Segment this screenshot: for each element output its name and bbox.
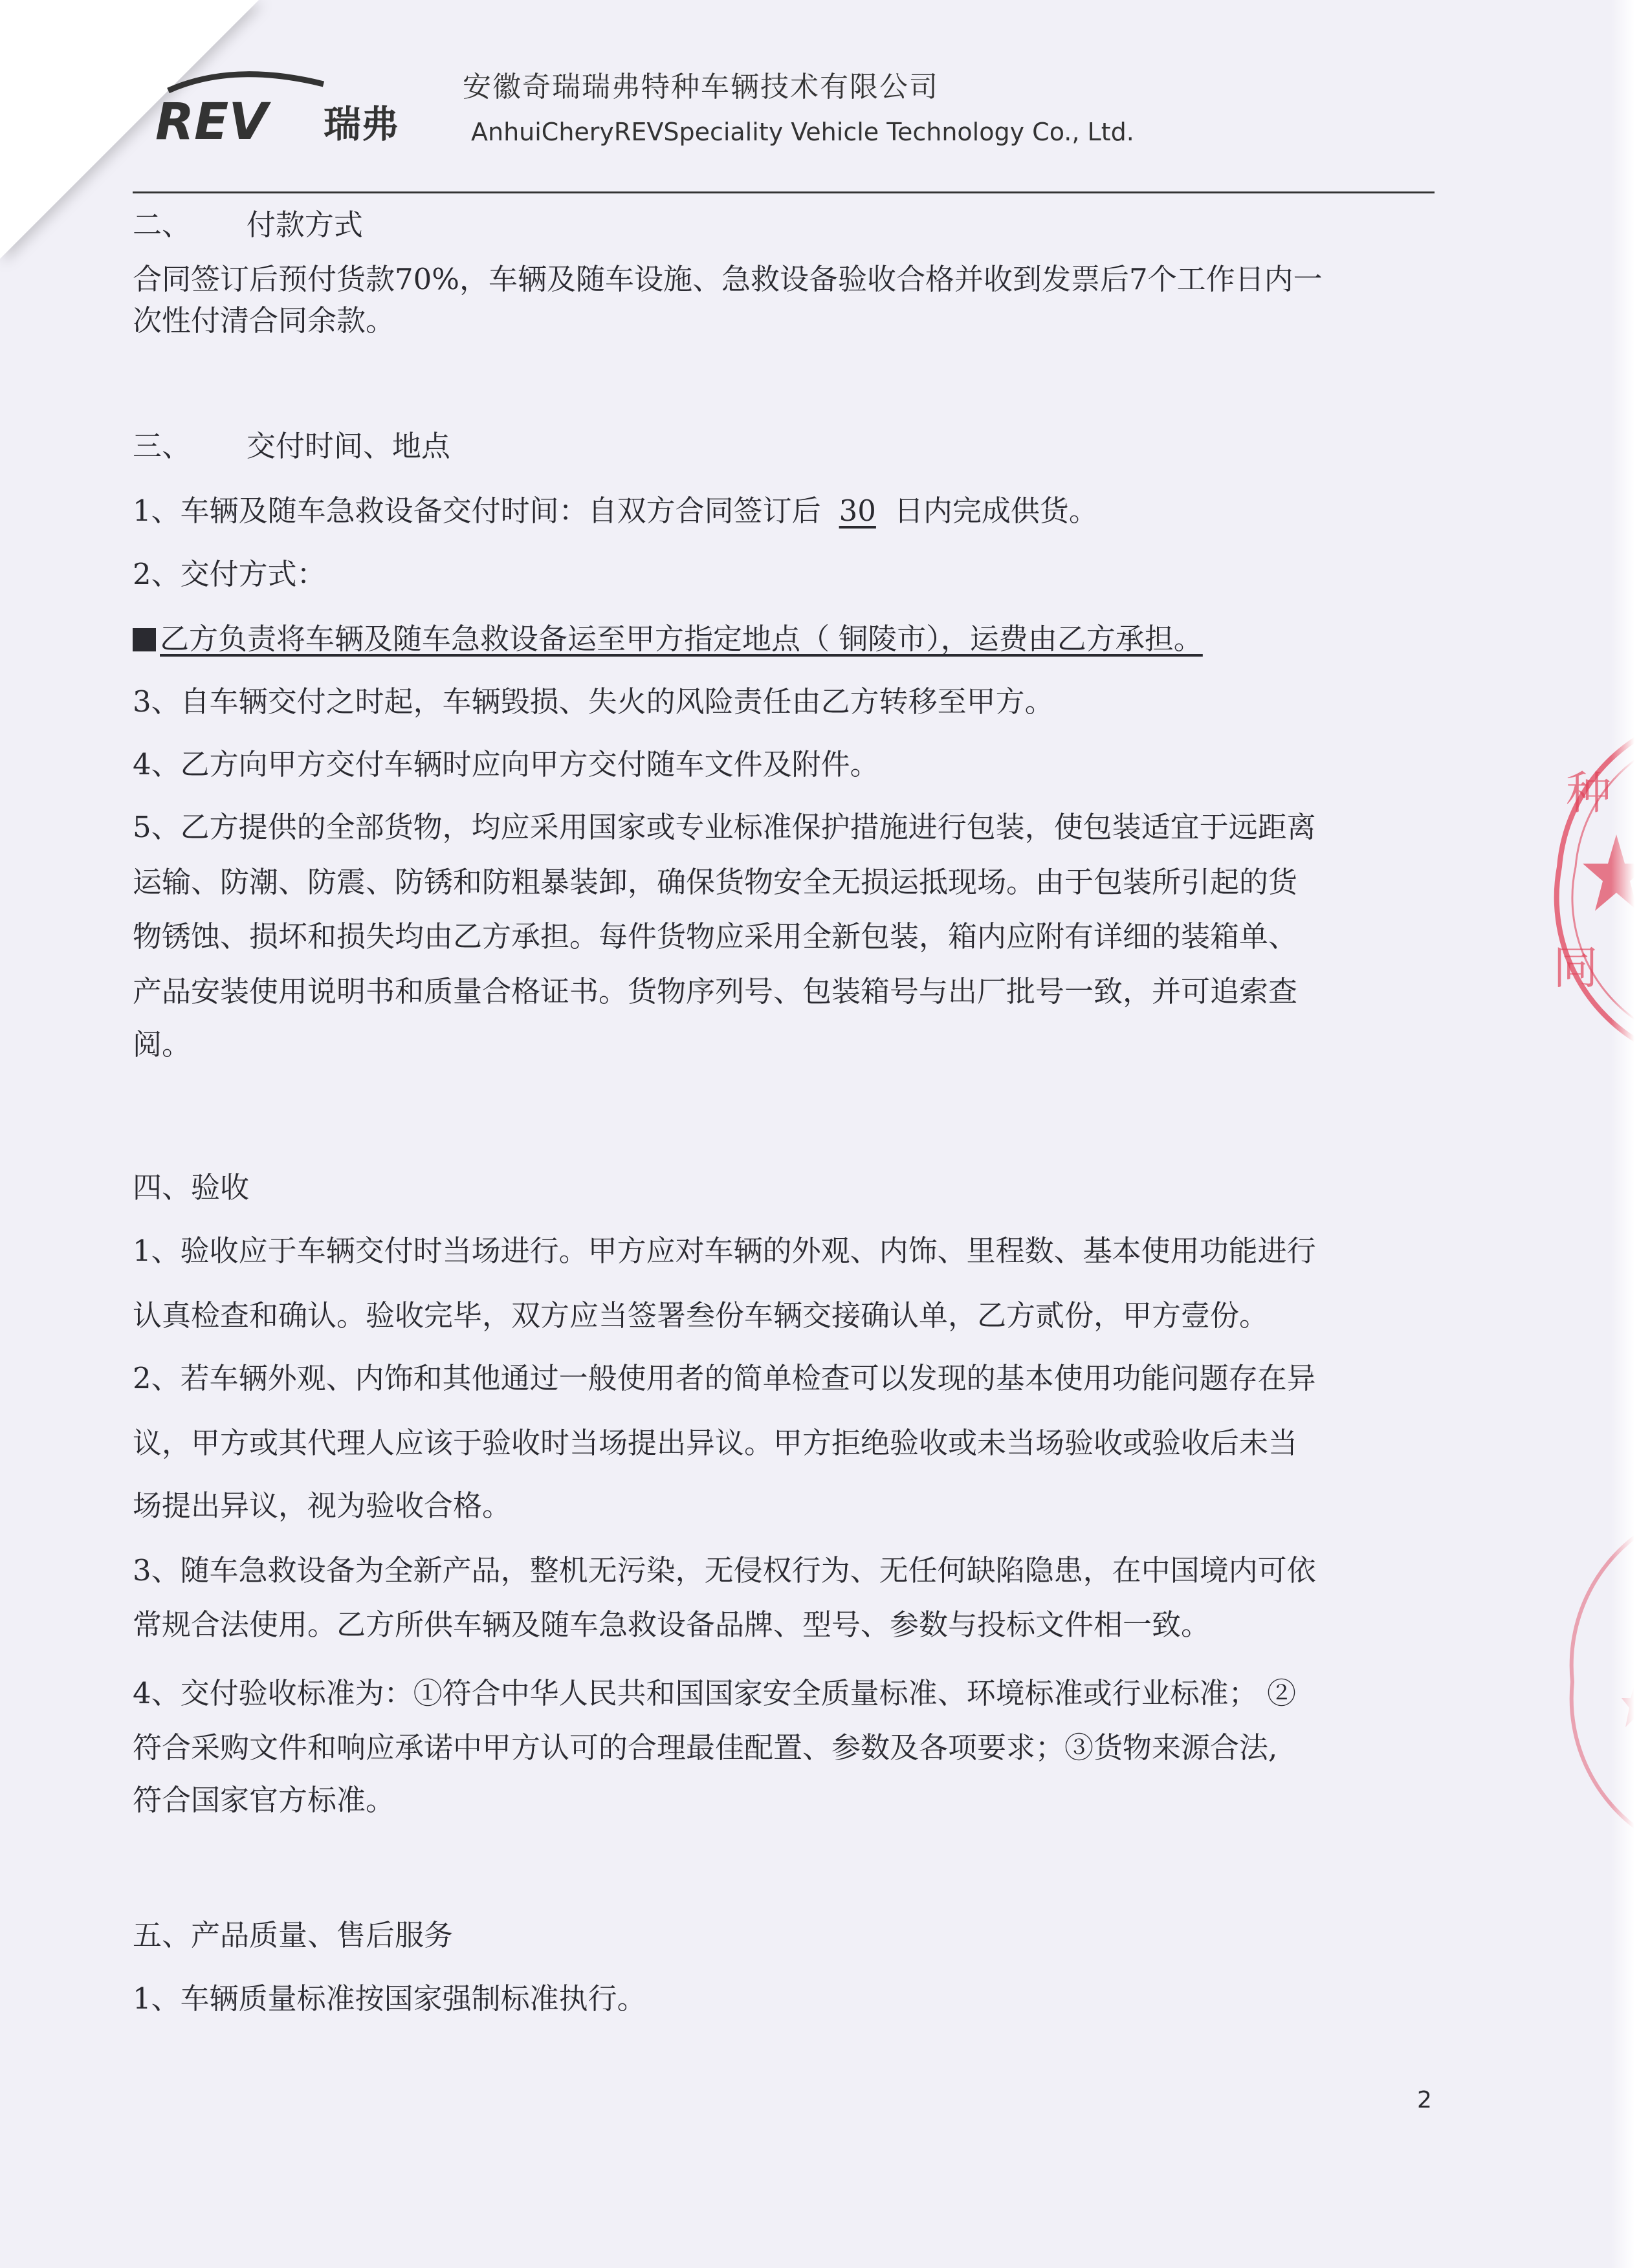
section-heading-acceptance: 四、验收 (133, 1170, 250, 1205)
company-name-en: AnhuiCheryREVSpeciality Vehicle Technology Co., Ltd. (471, 118, 1134, 146)
svg-text:瑞弗: 瑞弗 (324, 102, 399, 146)
paragraph-line: 3、自车辆交付之时起，车辆毁损、失火的风险责任由乙方转移至甲方。 (133, 684, 1054, 719)
svg-text:同: 同 (1553, 941, 1598, 994)
checked-box-icon (133, 628, 156, 651)
delivery-method-line: 2、交付方式： (133, 557, 326, 591)
svg-text:种: 种 (1566, 767, 1611, 820)
paragraph-line: 场提出异议，视为验收合格。 (133, 1488, 512, 1523)
paragraph-line: 认真检查和确认。验收完毕，双方应当签署叁份车辆交接确认单，乙方贰份，甲方壹份。 (133, 1298, 1269, 1333)
page-edge (1611, 0, 1650, 2268)
section-heading-quality: 五、产品质量、售后服务 (133, 1918, 454, 1952)
paragraph-line: 符合采购文件和响应承诺中甲方认可的合理最佳配置、参数及各项要求；③货物来源合法, (133, 1730, 1278, 1765)
paragraph-line: 议，甲方或其代理人应该于验收时当场提出异议。甲方拒绝验收或未当场验收或验收后未当 (133, 1426, 1298, 1460)
section-heading-payment: 二、 付款方式 (133, 208, 363, 242)
paragraph-line: 合同签订后预付货款70%，车辆及随车设施、急救设备验收合格并收到发票后7个工作日内一 (133, 262, 1323, 296)
delivery-days-value: 30 (839, 494, 876, 528)
paragraph-line: 4、交付验收标准为：①符合中华人民共和国国家安全质量标准、环境标准或行业标准； ② (133, 1676, 1296, 1710)
header-divider (133, 191, 1435, 193)
delivery-time-line (133, 492, 1098, 530)
page-number: 2 (1417, 2087, 1432, 2113)
section-heading-delivery: 三、 交付时间、地点 (133, 429, 450, 463)
delivery-time-suffix: 日内完成供货。 (894, 494, 1098, 528)
paragraph-line: 次性付清合同余款。 (133, 303, 395, 338)
paragraph-line: 3、随车急救设备为全新产品，整机无污染，无侵权行为、无任何缺陷隐患，在中国境内可依 (133, 1553, 1316, 1587)
company-name-cn: 安徽奇瑞瑞弗特种车辆技术有限公司 (463, 71, 939, 104)
delivery-option-text: 乙方负责将车辆及随车急救设备运至甲方指定地点（ 铜陵市），运费由乙方承担。 (160, 622, 1203, 656)
paragraph-line: 产品安装使用说明书和质量合格证书。货物序列号、包装箱号与出厂批号一致，并可追索查 (133, 974, 1298, 1009)
paragraph-line: 1、验收应于车辆交付时当场进行。甲方应对车辆的外观、内饰、里程数、基本使用功能进行 (133, 1234, 1316, 1268)
paragraph-line: 4、乙方向甲方交付车辆时应向甲方交付随车文件及附件。 (133, 747, 879, 781)
paragraph-line: 符合国家官方标准。 (133, 1783, 395, 1817)
paragraph-line: 物锈蚀、损坏和损失均由乙方承担。每件货物应采用全新包装，箱内应附有详细的装箱单、 (133, 919, 1298, 954)
delivery-option-line (133, 620, 1203, 659)
paragraph-line: 1、车辆质量标准按国家强制标准执行。 (133, 1981, 646, 2016)
paragraph-line: 运输、防潮、防震、防锈和防粗暴装卸，确保货物安全无损运抵现场。由于包装所引起的货 (133, 865, 1298, 899)
company-logo (129, 65, 427, 155)
paragraph-line: 2、若车辆外观、内饰和其他通过一般使用者的简单检查可以发现的基本使用功能问题存在异 (133, 1361, 1316, 1395)
paragraph-line: 5、乙方提供的全部货物，均应采用国家或专业标准保护措施进行包装，使包装适宜于远距离 (133, 810, 1316, 844)
svg-text:REV: REV (155, 93, 268, 151)
paragraph-line: 阅。 (133, 1027, 192, 1062)
paragraph-line: 常规合法使用。乙方所供车辆及随车急救设备品牌、型号、参数与投标文件相一致。 (133, 1608, 1211, 1642)
delivery-time-text: 1、车辆及随车急救设备交付时间：自双方合同签订后 (133, 494, 821, 528)
